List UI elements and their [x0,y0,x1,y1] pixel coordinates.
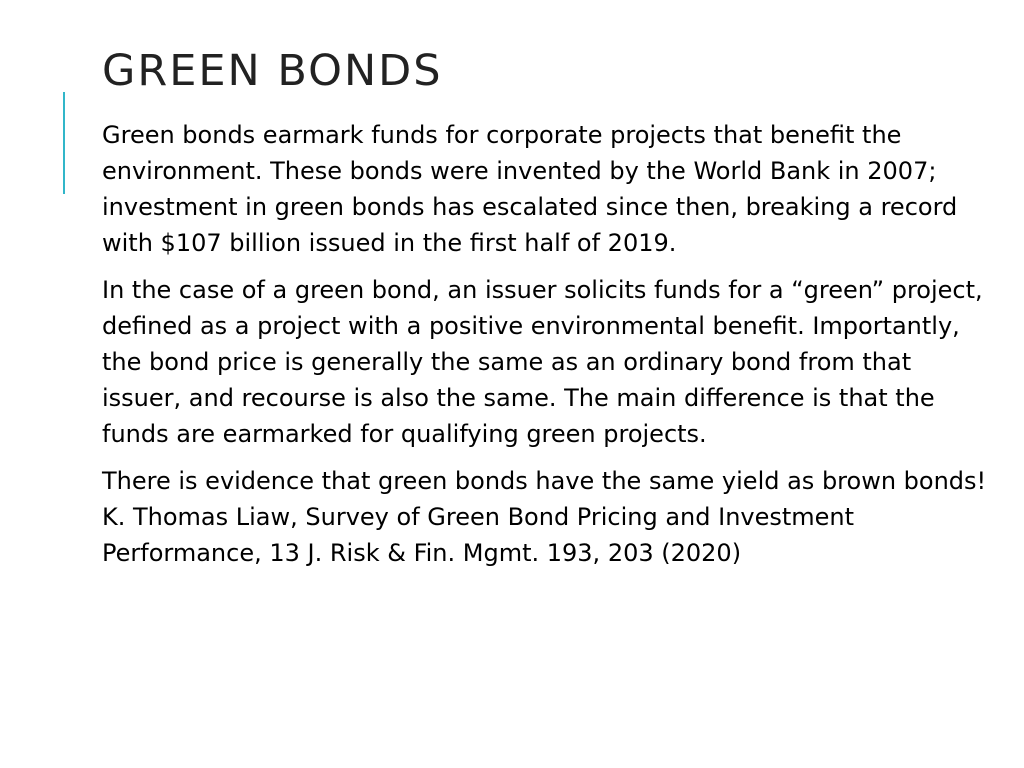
paragraph-evidence: There is evidence that green bonds have the same yield as brown bonds! K. Thomas Liaw, Survey of Green Bond Pricing and Investment Performance, 13 J. Risk & Fin. Mgmt. 193, 203 (2020) [102,467,987,567]
paragraph-definition: Green bonds earmark funds for corporate projects that benefit the environment. These bonds were invented by the World Bank in 2007; investment in green bonds has escalated since then, breaking a record with $107 billion issued in the first half of 2019. [102,121,958,257]
paragraph-mechanics: In the case of a green bond, an issuer solicits funds for a “green” project, defined as a project with a positive environmental benefit. Importantly, the bond price is generally the same as an ordinary bond from that issuer, and recourse is also the same. The main difference is that the funds are earmarked for qualifying green projects. [102,276,983,448]
slide-title: GREEN BONDS [102,46,443,96]
slide-body [102,117,997,582]
title-accent-bar [63,92,65,194]
